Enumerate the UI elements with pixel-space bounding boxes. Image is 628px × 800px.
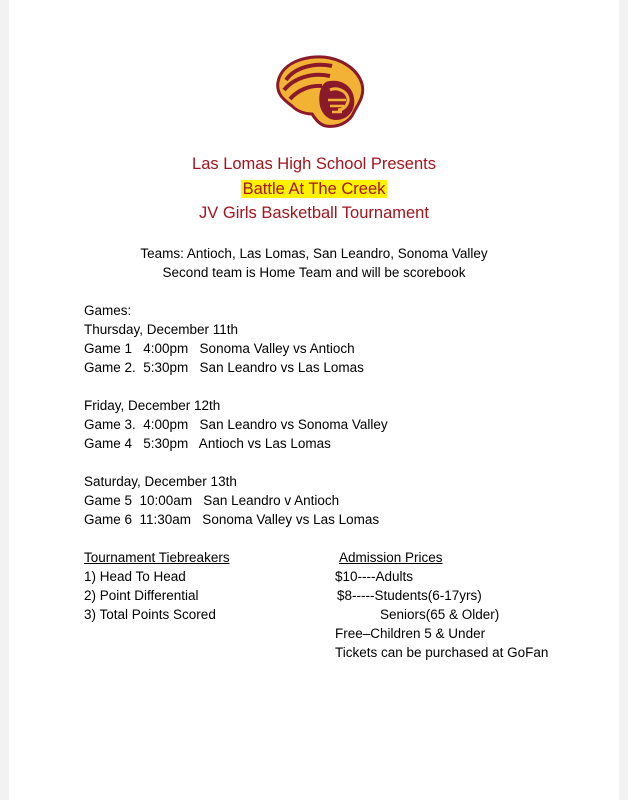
home-team-note: Second team is Home Team and will be scorebook: [162, 265, 466, 280]
game-line: Game 6 11:30am Sonoma Valley vs Las Lomas: [84, 512, 380, 527]
day-heading-thursday: Thursday, December 11th: [84, 322, 239, 337]
game-line: Game 5 10:00am San Leandro v Antioch: [84, 493, 340, 508]
presenter-line: Las Lomas High School Presents: [192, 155, 436, 173]
game-line: Game 4 5:30pm Antioch vs Las Lomas: [84, 436, 331, 451]
left-margin-strip: [0, 0, 9, 800]
tournament-subtitle: JV Girls Basketball Tournament: [199, 204, 429, 222]
knight-helmet-logo-icon: [272, 52, 368, 130]
event-name-highlight: Battle At The Creek: [242, 180, 386, 198]
tiebreaker-item: 2) Point Differential: [84, 588, 199, 603]
admission-line: $8-----Students(6-17yrs): [337, 588, 482, 603]
game-line: Game 2. 5:30pm San Leandro vs Las Lomas: [84, 360, 364, 375]
game-line: Game 3. 4:00pm San Leandro vs Sonoma Valley: [84, 417, 388, 432]
tiebreakers-heading: Tournament Tiebreakers: [84, 550, 230, 565]
admission-heading: Admission Prices: [339, 550, 443, 565]
day-heading-friday: Friday, December 12th: [84, 398, 221, 413]
tiebreaker-item: 1) Head To Head: [84, 569, 186, 584]
admission-line: Seniors(65 & Older): [380, 607, 500, 622]
admission-line: $10----Adults: [335, 569, 414, 584]
event-name-line: [0, 179, 628, 199]
game-line: Game 1 4:00pm Sonoma Valley vs Antioch: [84, 341, 355, 356]
admission-line: Free–Children 5 & Under: [335, 626, 486, 641]
tiebreaker-item: 3) Total Points Scored: [84, 607, 216, 622]
teams-line: Teams: Antioch, Las Lomas, San Leandro, Sonoma Valley: [140, 246, 488, 261]
games-heading: Games:: [84, 303, 132, 318]
day-heading-saturday: Saturday, December 13th: [84, 474, 237, 489]
right-margin-strip: [619, 0, 628, 800]
ticket-purchase-line: Tickets can be purchased at GoFan: [335, 645, 549, 660]
